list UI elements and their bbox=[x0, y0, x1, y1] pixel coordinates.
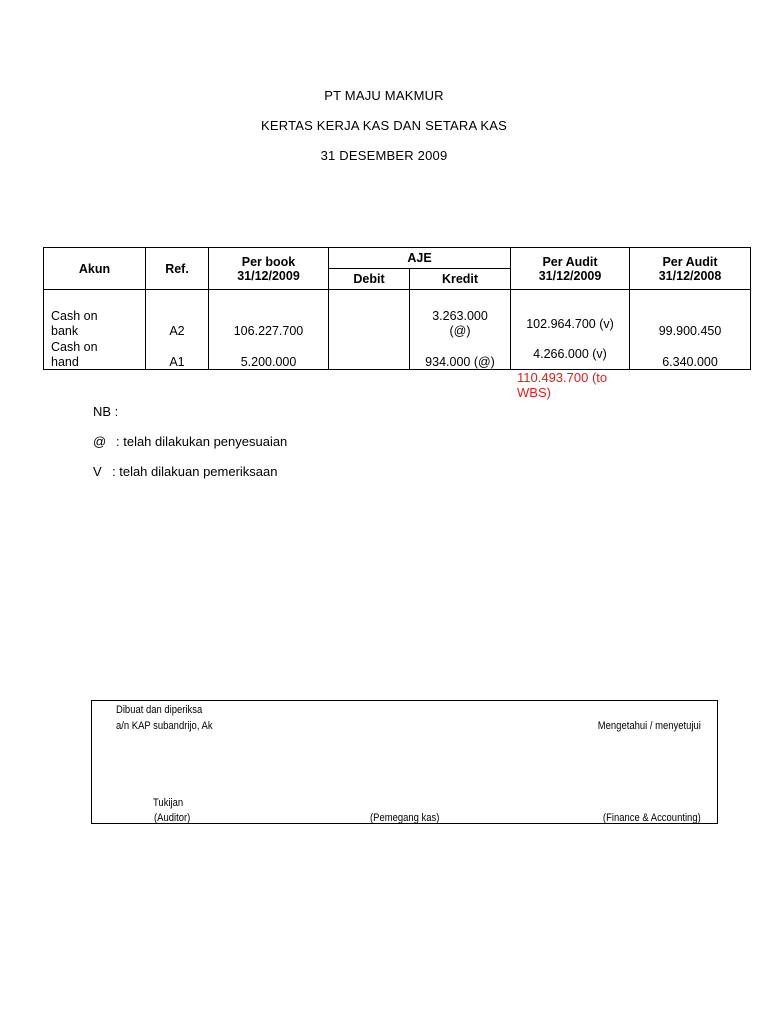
role-finance: (Finance & Accounting) bbox=[603, 812, 701, 824]
table-body-row bbox=[44, 290, 751, 370]
note-at-text: : telah dilakukan penyesuaian bbox=[116, 434, 288, 449]
akun-cash-on-bank-line1: Cash on bbox=[51, 309, 98, 323]
akun-cash-on-hand-line1: Cash on bbox=[51, 340, 98, 354]
col-header-ref: Ref. bbox=[146, 248, 209, 290]
col-header-akun: Akun bbox=[44, 248, 146, 290]
cell-akun bbox=[44, 290, 146, 370]
per-audit-total bbox=[517, 370, 632, 400]
akun-cash-on-bank-line2: bank bbox=[51, 324, 79, 338]
document-date: 31 DESEMBER 2009 bbox=[320, 148, 448, 163]
per-audit-2009-bank: 102.964.700 (v) bbox=[526, 317, 614, 331]
signer-name: Tukijan bbox=[153, 797, 184, 809]
company-name: PT MAJU MAKMUR bbox=[324, 88, 444, 103]
approved-by-label: Mengetahui / menyetujui bbox=[597, 720, 701, 732]
akun-cash-on-hand-line2: hand bbox=[51, 355, 79, 369]
note-v-symbol: V bbox=[93, 464, 102, 479]
notes-title: NB : bbox=[93, 404, 119, 419]
per-audit-total-line1: 110.493.700 (to bbox=[517, 370, 608, 385]
prepared-by-line2: a/n KAP subandrijo, Ak bbox=[116, 720, 213, 732]
cell-debit bbox=[329, 290, 410, 370]
signature-box bbox=[91, 700, 718, 824]
ref-a1: A1 bbox=[169, 355, 185, 369]
note-at-symbol: @ bbox=[93, 434, 107, 449]
per-book-hand: 5.200.000 bbox=[240, 355, 297, 369]
kredit-bank-amount: 3.263.000 bbox=[432, 309, 488, 323]
col-header-kredit: Kredit bbox=[410, 269, 511, 290]
prepared-by-line1: Dibuat dan diperiksa bbox=[116, 704, 203, 716]
per-book-bank: 106.227.700 bbox=[233, 324, 304, 338]
note-v-text: : telah dilakuan pemeriksaan bbox=[112, 464, 278, 479]
per-audit-2008-bank: 99.900.450 bbox=[658, 324, 722, 338]
col-header-per-audit-2008: Per Audit 31/12/2008 bbox=[630, 248, 751, 290]
working-paper-table bbox=[43, 247, 751, 370]
per-audit-total-line2: WBS) bbox=[517, 385, 551, 400]
cell-ref bbox=[146, 290, 209, 370]
cell-kredit bbox=[410, 290, 511, 370]
role-auditor: (Auditor) bbox=[154, 812, 191, 824]
col-header-per-audit-2009: Per Audit 31/12/2009 bbox=[511, 248, 630, 290]
table-header-row bbox=[44, 248, 751, 269]
cell-per-book bbox=[209, 290, 329, 370]
role-cashier: (Pemegang kas) bbox=[370, 812, 440, 824]
col-header-per-book: Per book 31/12/2009 bbox=[209, 248, 329, 290]
per-audit-2009-hand: 4.266.000 (v) bbox=[533, 347, 607, 361]
ref-a2: A2 bbox=[169, 324, 185, 338]
kredit-hand: 934.000 (@) bbox=[425, 355, 495, 369]
kredit-bank-mark: (@) bbox=[449, 324, 471, 338]
col-header-debit: Debit bbox=[329, 269, 410, 290]
document-title: KERTAS KERJA KAS DAN SETARA KAS bbox=[260, 118, 508, 133]
col-header-aje: AJE bbox=[329, 248, 511, 269]
cell-per-audit-2008 bbox=[630, 290, 751, 370]
per-audit-2008-hand: 6.340.000 bbox=[662, 355, 718, 369]
cell-per-audit-2009 bbox=[511, 290, 630, 370]
